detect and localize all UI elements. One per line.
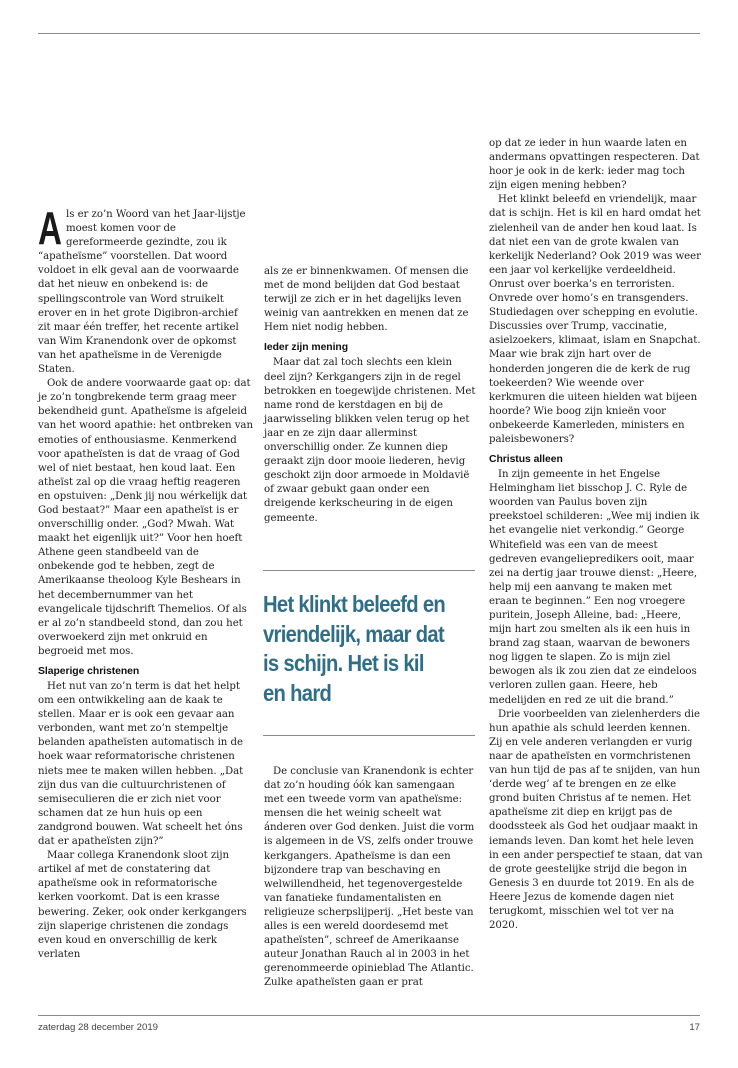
pullquote: Het klinkt beleefd en vriendelijk, maar dat is schijn. Het is kil en hard — [263, 591, 446, 706]
paragraph: Drie voorbeelden van zielenherders die hun apathie als schuld leerden kennen. Zij en vele anderen verlangden er vurig naar de apatheïsten en vormchristenen van hun tijd de pas af te snijden, van hun ‘derde weg’ af te brengen en ze elke grond buiten Christus af te nemen. Het apatheïsme zit diep en krijgt pas de doodssteek als God het oudjaar maakt in iemands leven. Dan komt het hele leven in een ander perspectief te staan, dat van de grote geestelijke strijd die begon in Genesis 3 en duurde tot 2019. En als de Heere Jezus de komende dagen niet terugkomt, misschien wel tot ver na 2020. — [489, 708, 703, 932]
column-1 — [38, 202, 253, 962]
page-number: 17 — [689, 1022, 700, 1033]
footer-rule — [38, 1015, 700, 1016]
section-heading: Slaperige christenen — [38, 666, 140, 677]
paragraph: Maar dat zal toch slechts een klein deel zijn? Kerkgangers zijn in de regel betrokken en toegewijde christenen. Met name rond de kerstdagen en bij de jaarwisseling blikken velen terug op het jaar en ze zijn daar allerminst onverschillig onder. Ze kunnen diep geraakt zijn door mooie liederen, hevig geschokt zijn door armoede in Moldavië of zwaar gebukt gaan onder een dreigende kerkscheuring in de eigen gemeente. — [264, 357, 476, 524]
paragraph: Maar collega Kranendonk sloot zijn artikel af met de constatering dat apatheïsme ook in reformatorische kerken voorkomt. Dat is een krasse bewering. Zeker, ook onder kerkgangers zijn slaperige christenen die zondags even koud en onverschillig de kerk verlaten — [38, 850, 247, 960]
column-3 — [489, 137, 703, 933]
footer-date: zaterdag 28 december 2019 — [38, 1022, 159, 1033]
paragraph: als ze er binnenkwamen. Of mensen die met de mond belijden dat God bestaat terwijl ze zich er in het dagelijks leven weinig van aantrekken en menen dat ze Hem niet nodig hebben. — [264, 266, 469, 334]
column-2-bottom — [264, 765, 476, 991]
section-heading: Ieder zijn mening — [264, 342, 349, 354]
pullquote-rule-top — [263, 570, 475, 571]
paragraph: Ook de andere voorwaarde gaat op: dat je zo’n tongbrekende term graag meer bekendheid gunt. Apatheïsme is afgeleid van het woord apathie: het ontbreken van emoties of enthousiasme. Kenmerkend voor apatheïsten is dat de vraag of God wel of niet bestaat, hen koud laat. Een atheïst zal op die vraag heftig reageren en opstuiven: „Denk jij nou wérkelijk dat God bestaat?” Maar een apatheïst is er onverschillig onder. „God? Mwah. Wat maakt het eigenlijk uit?” Voor hen hoeft Athene geen standbeeld van de onbekende god te hebben, zegt de Amerikaanse theoloog Kyle Beshears in het decembernummer van het evangelicale tijdschrift Themelios. Of als er al zo’n standbeeld stond, dan zou het overwoekerd zijn met onkruid en begroeid met mos. — [38, 378, 253, 657]
pullquote-rule-bottom — [263, 735, 475, 736]
paragraph: Het nut van zo’n term is dat het helpt om een ontwikkeling aan de kaak te stellen. Maar er is ook een gevaar aan verbonden, want met zo’n stempeltje belanden apatheïsten automatisch in de hoek waar reformatorische christenen niets mee te maken willen hebben. „Dat zijn dus van die cultuurchristenen of semiseculieren die er zich niet voor schamen dat ze hun huis op een zandgrond bouwen. Wat scheelt het óns dat er apatheïsten zijn?” — [38, 681, 244, 848]
intro-paragraph: ls er zo’n Woord van het Jaar-lijstje moest komen voor de gereformeerde gezindte, zou ik “apatheïsme” voorstellen. Dat woord voldoet in elk geval aan de voorwaarde dat het nieuw en onbekend is: de spellingscontrole van Word struikelt erover en in het grote Digibron-archief zit maar één treffer, het recente artikel van Wim Kranendonk over de opkomst van het apatheïsme in de Verenigde Staten. — [38, 209, 246, 376]
column-2-top — [264, 265, 476, 526]
paragraph: Het klinkt beleefd en vriendelijk, maar dat is schijn. Het is kil en hard omdat het zielenheil van de ander hen koud laat. Is dat niet een van de grote kwalen van kerkelijk Nederland? Ook 2019 was weer een jaar vol kerkelijke verdeeldheid. Onrust over boerka’s en terroristen. Onvrede over homo’s en transgenders. Studiedagen over schepping en evolutie. Discussies over Trump, vaccinatie, asielzoekers, klimaat, islam en Snapchat. Maar wie brak zijn hart over de honderden jongeren die de kerk de rug toekeerden? Wie weende over kerkmuren die uiteen hielden wat bijeen hoorde? Wie boog zijn knieën voor onbekeerde Kamerleden, ministers en paleisbewoners? — [489, 194, 701, 445]
paragraph: In zijn gemeente in het Engelse Helmingham liet bisschop J. C. Ryle de woorden van Paulus boven zijn preekstoel schilderen: „Wee mij indien ik het evangelie niet verkondig.” George Whitefield was een van de meest gedreven evangeliepredikers ooit, maar zei na dertig jaar trouwe dienst: „Heere, help mij een aanvang te maken met eraan te beginnen.” Een nog vroegere puritein, Joseph Alleine, bad: „Heere, mijn hart zou smelten als ik een huis in brand zag staan, waarvan de bewoners nog liggen te slapen. Zo is mijn ziel bewogen als ik zou zien dat ze eindeloos verloren zullen gaan. Heere, heb medelijden en red ze uit die brand.” — [489, 469, 700, 706]
paragraph: De conclusie van Kranendonk is echter dat zo’n houding óók kan samengaan met een tweede vorm van apatheïsme: mensen die het weinig scheelt wat ánderen over God denken. Juist die vorm is algemeen in de VS, zelfs onder trouwe kerkgangers. Apatheïsme is dan een bijzondere trap van beschaving en welwillendheid, het tegenovergestelde van fanatieke fundamentalisten en religieuze scherpslijperij. „Het beste van alles is een wereld doordesemd met apatheïsten”, schreef de Amerikaanse auteur Jonathan Rauch al in 2003 in het gerenommeerde opinieblad The Atlantic. Zulke apatheïsten gaan er prat — [264, 766, 475, 989]
drop-cap: A — [38, 202, 62, 254]
section-heading: Christus alleen — [489, 454, 563, 466]
top-rule — [38, 33, 700, 34]
paragraph: op dat ze ieder in hun waarde laten en andermans opvattingen respecteren. Dat hoor je ook in de kerk: ieder mag toch zijn eigen mening hebben? — [489, 138, 700, 192]
